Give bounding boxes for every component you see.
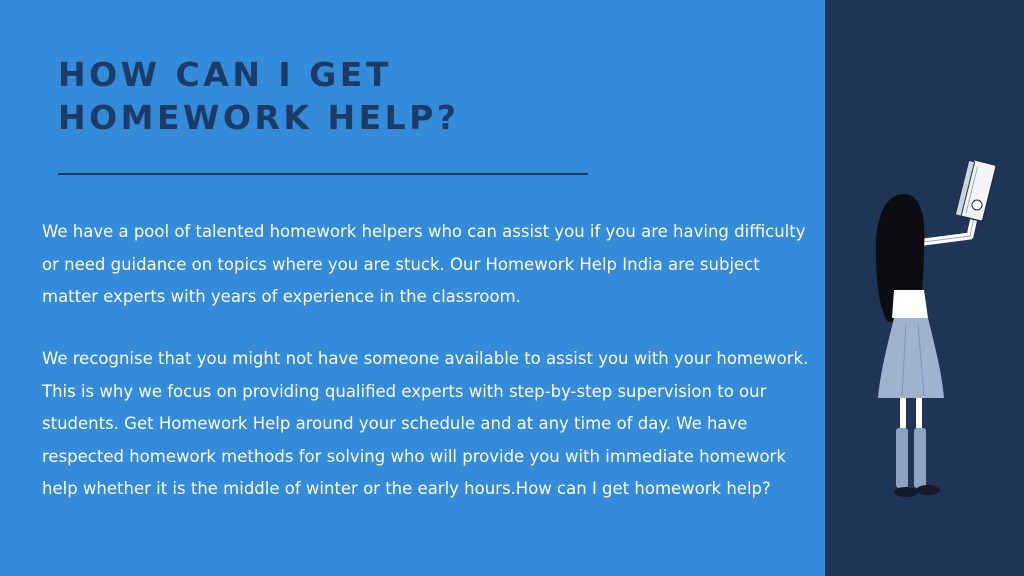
paragraph-2: We recognise that you might not have someone available to assist you with your homework. This is why we focus on providing qualified experts with step-by-step supervision to our students. Get Homework Help around your schedule and at any time of day. We have respected homework methods for solving who will provide you with immediate homework help whether it is the middle of winter or the early hours.How can I get homework help? [42, 349, 809, 498]
skirt [878, 318, 944, 398]
title-divider [58, 173, 588, 175]
right-sock [914, 428, 926, 488]
shirt [892, 290, 928, 318]
book-icon [955, 158, 996, 221]
paragraph-1: We have a pool of talented homework helpers who can assist you if you are having difficulty or need guidance on topics where you are stuck. Our Homework Help India are subject matter experts with years of experience in the classroom. [42, 222, 806, 306]
girl-holding-book-illustration [862, 150, 1012, 515]
left-sock [896, 428, 908, 488]
slide-title: HOW CAN I GET HOMEWORK HELP? [58, 55, 460, 137]
